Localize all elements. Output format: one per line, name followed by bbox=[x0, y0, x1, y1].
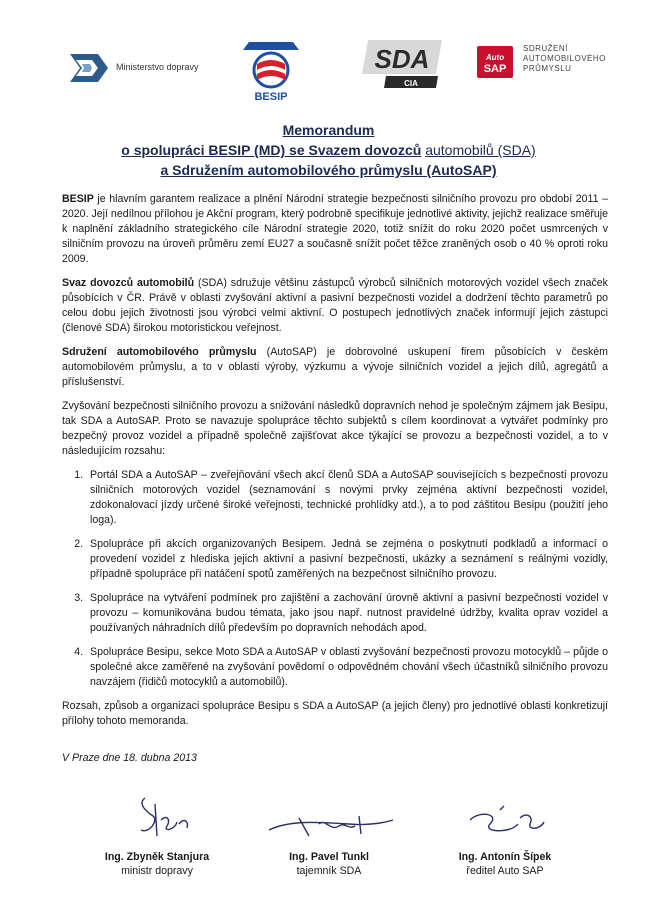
signature-image bbox=[440, 790, 570, 850]
autosap-text-line: AUTOMOBILOVÉHO bbox=[523, 54, 606, 63]
signatory-role: ministr dopravy bbox=[121, 865, 193, 877]
svg-text:Auto: Auto bbox=[485, 53, 505, 62]
autosap-text-line: PRŮMYSLU bbox=[523, 64, 572, 73]
signature-image bbox=[97, 790, 217, 850]
signature-image bbox=[259, 790, 399, 850]
autosap-org-name bbox=[523, 44, 606, 74]
paragraph: BESIP je hlavním garantem realizace a plnění Národní strategie bezpečnosti silničního provozu pro období 2011 – 2020. Její nedílnou přílohou je Akční program, který podrobně specifikuje jednotlivé aktivity, jejichž realizace směřuje k naplnění základního strategického cíle Národní strategie 2020, totiž snížit do roku 2020 počet usmrcených v silničním provozu na úroveň průměru zemí EU27 a současně snížit počet těžce zraněných osob o 40 % oproti roku 2009. bbox=[62, 193, 608, 265]
besip-wordmark: BESIP bbox=[254, 91, 288, 102]
signature-block bbox=[0, 790, 657, 900]
title-heading: Memorandum bbox=[282, 122, 375, 138]
list-item: 3. Spolupráce na vytváření podmínek pro zajištění a zachování úrovně aktivní a pasivní bezpečnosti vozidel v provozu – komunikována budou témata, jako jsou např. nutnost pravidelné údržby, kvalita oprav vozidel a používaných náhradních dílů především po dopravních nehodách apod. bbox=[86, 591, 608, 636]
cooperation-list bbox=[62, 468, 608, 690]
closing-paragraph: Rozsah, způsob a organizaci spolupráce Besipu s SDA a AutoSAP (a jejich členy) pro jednotlivé oblasti konkretizují přílohy tohoto memoranda. bbox=[62, 700, 608, 727]
signatory-2 bbox=[244, 790, 414, 878]
title-subheading-2: a Sdružením automobilového průmyslu (AutoSAP) bbox=[160, 162, 497, 178]
list-item: 1. Portál SDA a AutoSAP – zveřejňování všech akcí členů SDA a AutoSAP souvisejících s bezpečností provozu silničních motorových vozidel (seznamování s novými prvky zejména aktivní bezpečnosti vozidel, zdokonalovací jízdy určené široké veřejnosti, technické prohlídky atd.), a to pod záštitou Besipu (použití jeho loga). bbox=[86, 468, 608, 528]
paragraph: Svaz dovozců automobilů (SDA) sdružuje většinu zástupců výrobců silničních motorových vozidel všech značek působících v ČR. Právě v oblasti zvyšování aktivní a pasivní bezpečnosti vozidel a dodržení těchto parametrů po celou dobu jejich životnosti jsou výrobci velmi aktivní. O postupech jednotlivých značek informují jejich zástupci (členové SDA) širokou motoristickou veřejnost. bbox=[62, 277, 608, 334]
sda-wordmark: SDA bbox=[374, 44, 430, 74]
signatory-name: Ing. Zbyněk Stanjura bbox=[104, 851, 210, 863]
besip-logo bbox=[243, 40, 299, 102]
document-title bbox=[0, 120, 657, 180]
title-subheading: o spolupráci BESIP (MD) se Svazem dovozců automobilů (SDA) bbox=[121, 142, 536, 158]
logo-bar bbox=[0, 40, 657, 110]
signatory-role: ředitel Auto SAP bbox=[466, 865, 544, 877]
autosap-text-line: SDRUŽENÍ bbox=[523, 44, 568, 53]
signatory-role: tajemník SDA bbox=[296, 865, 362, 877]
sda-logo bbox=[362, 40, 442, 88]
list-item: 4. Spolupráce Besipu, sekce Moto SDA a AutoSAP v oblasti zvyšování bezpečnosti provozu motocyklů – půjde o společné akce zaměřené na zvyšování povědomí o odpovědném chování všech účastníků silničního provozu navzájem (řidičů motocyklů a automobilů). bbox=[86, 645, 608, 690]
list-item: 2. Spolupráce při akcích organizovaných Besipem. Jedná se zejména o poskytnutí podkladů a informací o provedení vozidel z hlediska jejich aktivní a pasivní bezpečnosti, ukázky a seznámení s reálnými vozidly, případně spolupráce při natáčení spotů zaměřených na bezpečnost silničního provozu. bbox=[86, 537, 608, 582]
autosap-logo bbox=[477, 44, 607, 94]
paragraph: Zvyšování bezpečnosti silničního provozu a snižování následků dopravních nehod je společným zájmem jak Besipu, tak SDA a AutoSAP. Proto se navazuje spolupráce těchto subjektů s cílem koordinovat a vytvářet podmínky pro bezpečný provoz vozidel a případně společně zajišťovat akce týkající se provozu a bezpečnosti vozidel, a to v následujícím rozsahu: bbox=[62, 400, 608, 457]
document-body bbox=[62, 192, 608, 738]
ministry-arrow-icon bbox=[68, 48, 112, 88]
ministry-name: Ministerstvo dopravy bbox=[116, 62, 199, 72]
signing-date: V Praze dne 18. dubna 2013 bbox=[62, 752, 197, 764]
svg-text:SAP: SAP bbox=[483, 63, 507, 75]
signatory-3 bbox=[420, 790, 590, 878]
ministry-logo bbox=[68, 48, 208, 88]
signatory-name: Ing. Pavel Tunkl bbox=[289, 851, 369, 863]
signatory-1 bbox=[72, 790, 242, 878]
signatory-name: Ing. Antonín Šípek bbox=[458, 851, 552, 863]
sda-sub-wordmark: CIA bbox=[404, 79, 418, 88]
paragraph: Sdružení automobilového průmyslu (AutoSAP) je dobrovolné uskupení firem působících v českém automobilovém průmyslu, a to v oblasti výroby, výzkumu a vývoje silničních vozidel a jejich dílů, agregátů a příslušenství. bbox=[62, 346, 609, 388]
